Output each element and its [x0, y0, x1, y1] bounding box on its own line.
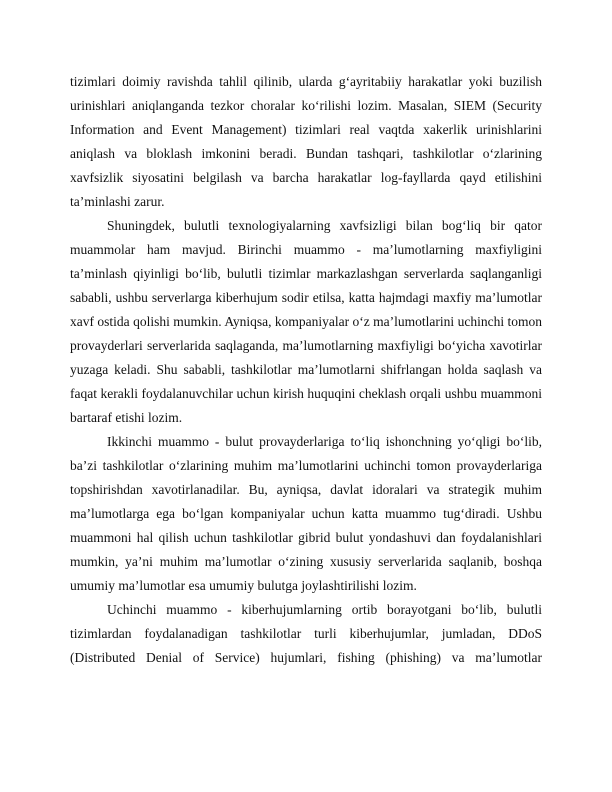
paragraph-1: tizimlari doimiy ravishda tahlil qilinib, ularda g‘ayritabiiy harakatlar yoki buzilish urinishlari aniqlanganda tezkor choralar ko‘rilishi lozim. Masalan, SIEM (Security Information and Event Management) tizimlari real vaqtda xakerlik urinishlarini aniqlash va bloklash imkonini beradi. Bundan tashqari, tashkilotlar o‘zlarining xavfsizlik siyosatini belgilash va barcha harakatlar log-fayllarda qayd etilishini ta’minlashi zarur. — [70, 74, 542, 209]
paragraph-4: Uchinchi muammo - kiberhujumlarning ortib borayotgani bo‘lib, bulutli tizimlardan foydalanadigan tashkilotlar turli kiberhujumlar, jumladan, DDoS (Distributed Denial of Service) hujumlari, fishing (phishing) va ma’lumotlar — [70, 602, 542, 665]
document-page — [70, 70, 542, 670]
paragraph-3: Ikkinchi muammo - bulut provayderlariga to‘liq ishonchning yo‘qligi bo‘lib, ba’zi tashkilotlar o‘zlarining muhim ma’lumotlarini uchinchi tomon provayderlariga topshirishdan xavotirlanadilar. Bu, ayniqsa, davlat idoralari va strategik muhim ma’lumotlarga ega bo‘lgan kompaniyalar uchun katta muammo tug‘diradi. Ushbu muammoni hal qilish uchun tashkilotlar gibrid bulut yondashuvi dan foydalanishlari mumkin, ya’ni muhim ma’lumotlar o‘zining xususiy serverlarida saqlanib, boshqa umumiy ma’lumotlar esa umumiy bulutga joylashtirilishi lozim. — [70, 434, 542, 593]
paragraph-2: Shuningdek, bulutli texnologiyalarning xavfsizligi bilan bog‘liq bir qator muammolar ham mavjud. Birinchi muammo - ma’lumotlarning maxfiyligini ta’minlash qiyinligi bo‘lib, bulutli tizimlar markazlashgan serverlarda saqlanganligi sababli, ushbu serverlarga kiberhujum sodir etilsa, katta hajmdagi maxfiy ma’lumotlar xavf ostida qolishi mumkin. Ayniqsa, kompaniyalar o‘z ma’lumotlarini uchinchi tomon provayderlari serverlarida saqlaganda, ma’lumotlarning maxfiyligi bo‘yicha xavotirlar yuzaga keladi. Shu sababli, tashkilotlar ma’lumotlarni shifrlangan holda saqlash va faqat kerakli foydalanuvchilar uchun kirish huquqini cheklash orqali ushbu muammoni bartaraf etishi lozim. — [70, 218, 542, 425]
